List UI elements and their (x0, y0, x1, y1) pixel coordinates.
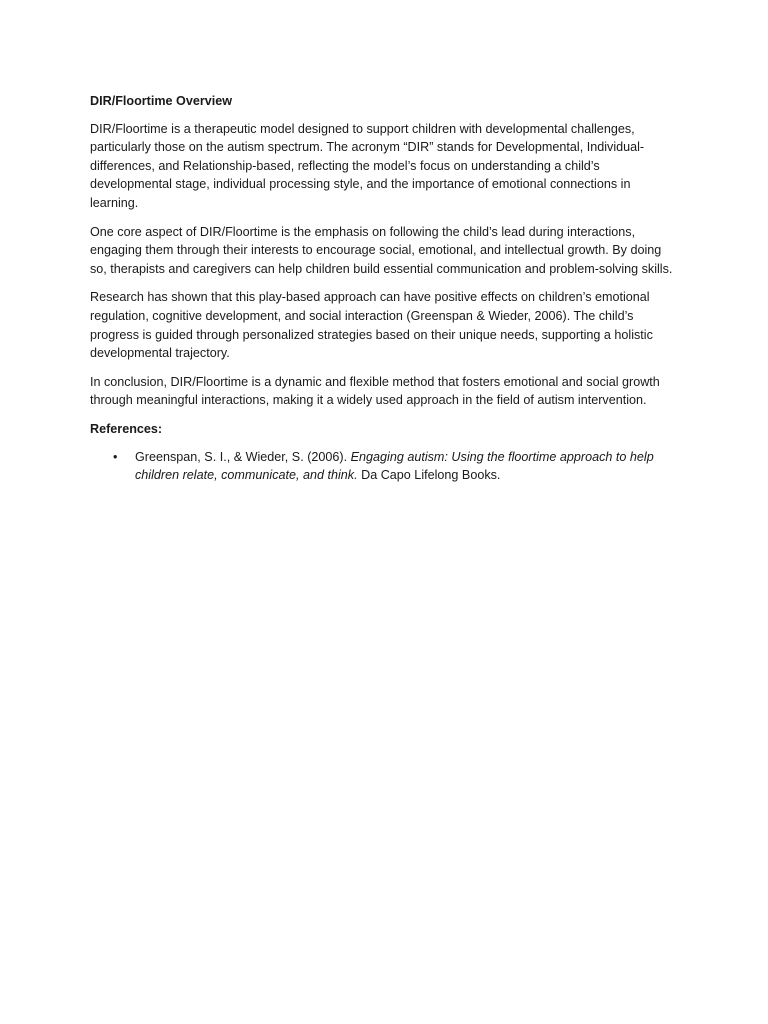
reference-title: Engaging autism: Using the floortime approach to help children relate, communicate, and think. (135, 449, 654, 483)
reference-authors: Greenspan, S. I., & Wieder, S. (2006). (135, 449, 351, 464)
reference-publisher: Da Capo Lifelong Books. (357, 468, 501, 483)
paragraph-intro: DIR/Floortime is a therapeutic model designed to support children with developmental challenges, particularly those on the autism spectrum. The acronym “DIR” stands for Developmental, Individual-differences, and Relationship-based, reflecting the model’s focus on understanding a child’s developmental stage, individual processing style, and the importance of emotional connections in learning. (90, 121, 645, 210)
bullet-icon: • (113, 449, 118, 464)
document-title: DIR/Floortime Overview (90, 94, 233, 108)
paragraph-conclusion: In conclusion, DIR/Floortime is a dynamic and flexible method that fosters emotional and social growth through meaningful interactions, making it a widely used approach in the field of autism intervention. (90, 374, 660, 408)
references-heading: References: (90, 421, 163, 436)
reference-item (90, 448, 678, 485)
document-body (90, 92, 678, 485)
paragraph-research: Research has shown that this play-based approach can have positive effects on children’s emotional regulation, cognitive development, and social interaction (Greenspan & Wieder, 2006). The child’s progress is guided through personalized strategies based on their unique needs, supporting a holistic developmental trajectory. (90, 290, 653, 361)
paragraph-core-aspect: One core aspect of DIR/Floortime is the emphasis on following the child’s lead during interactions, engaging them through their interests to encourage social, emotional, and intellectual growth. By doing so, therapists and caregivers can help children build essential communication and problem-solving skills. (90, 224, 673, 276)
references-list (90, 448, 678, 485)
